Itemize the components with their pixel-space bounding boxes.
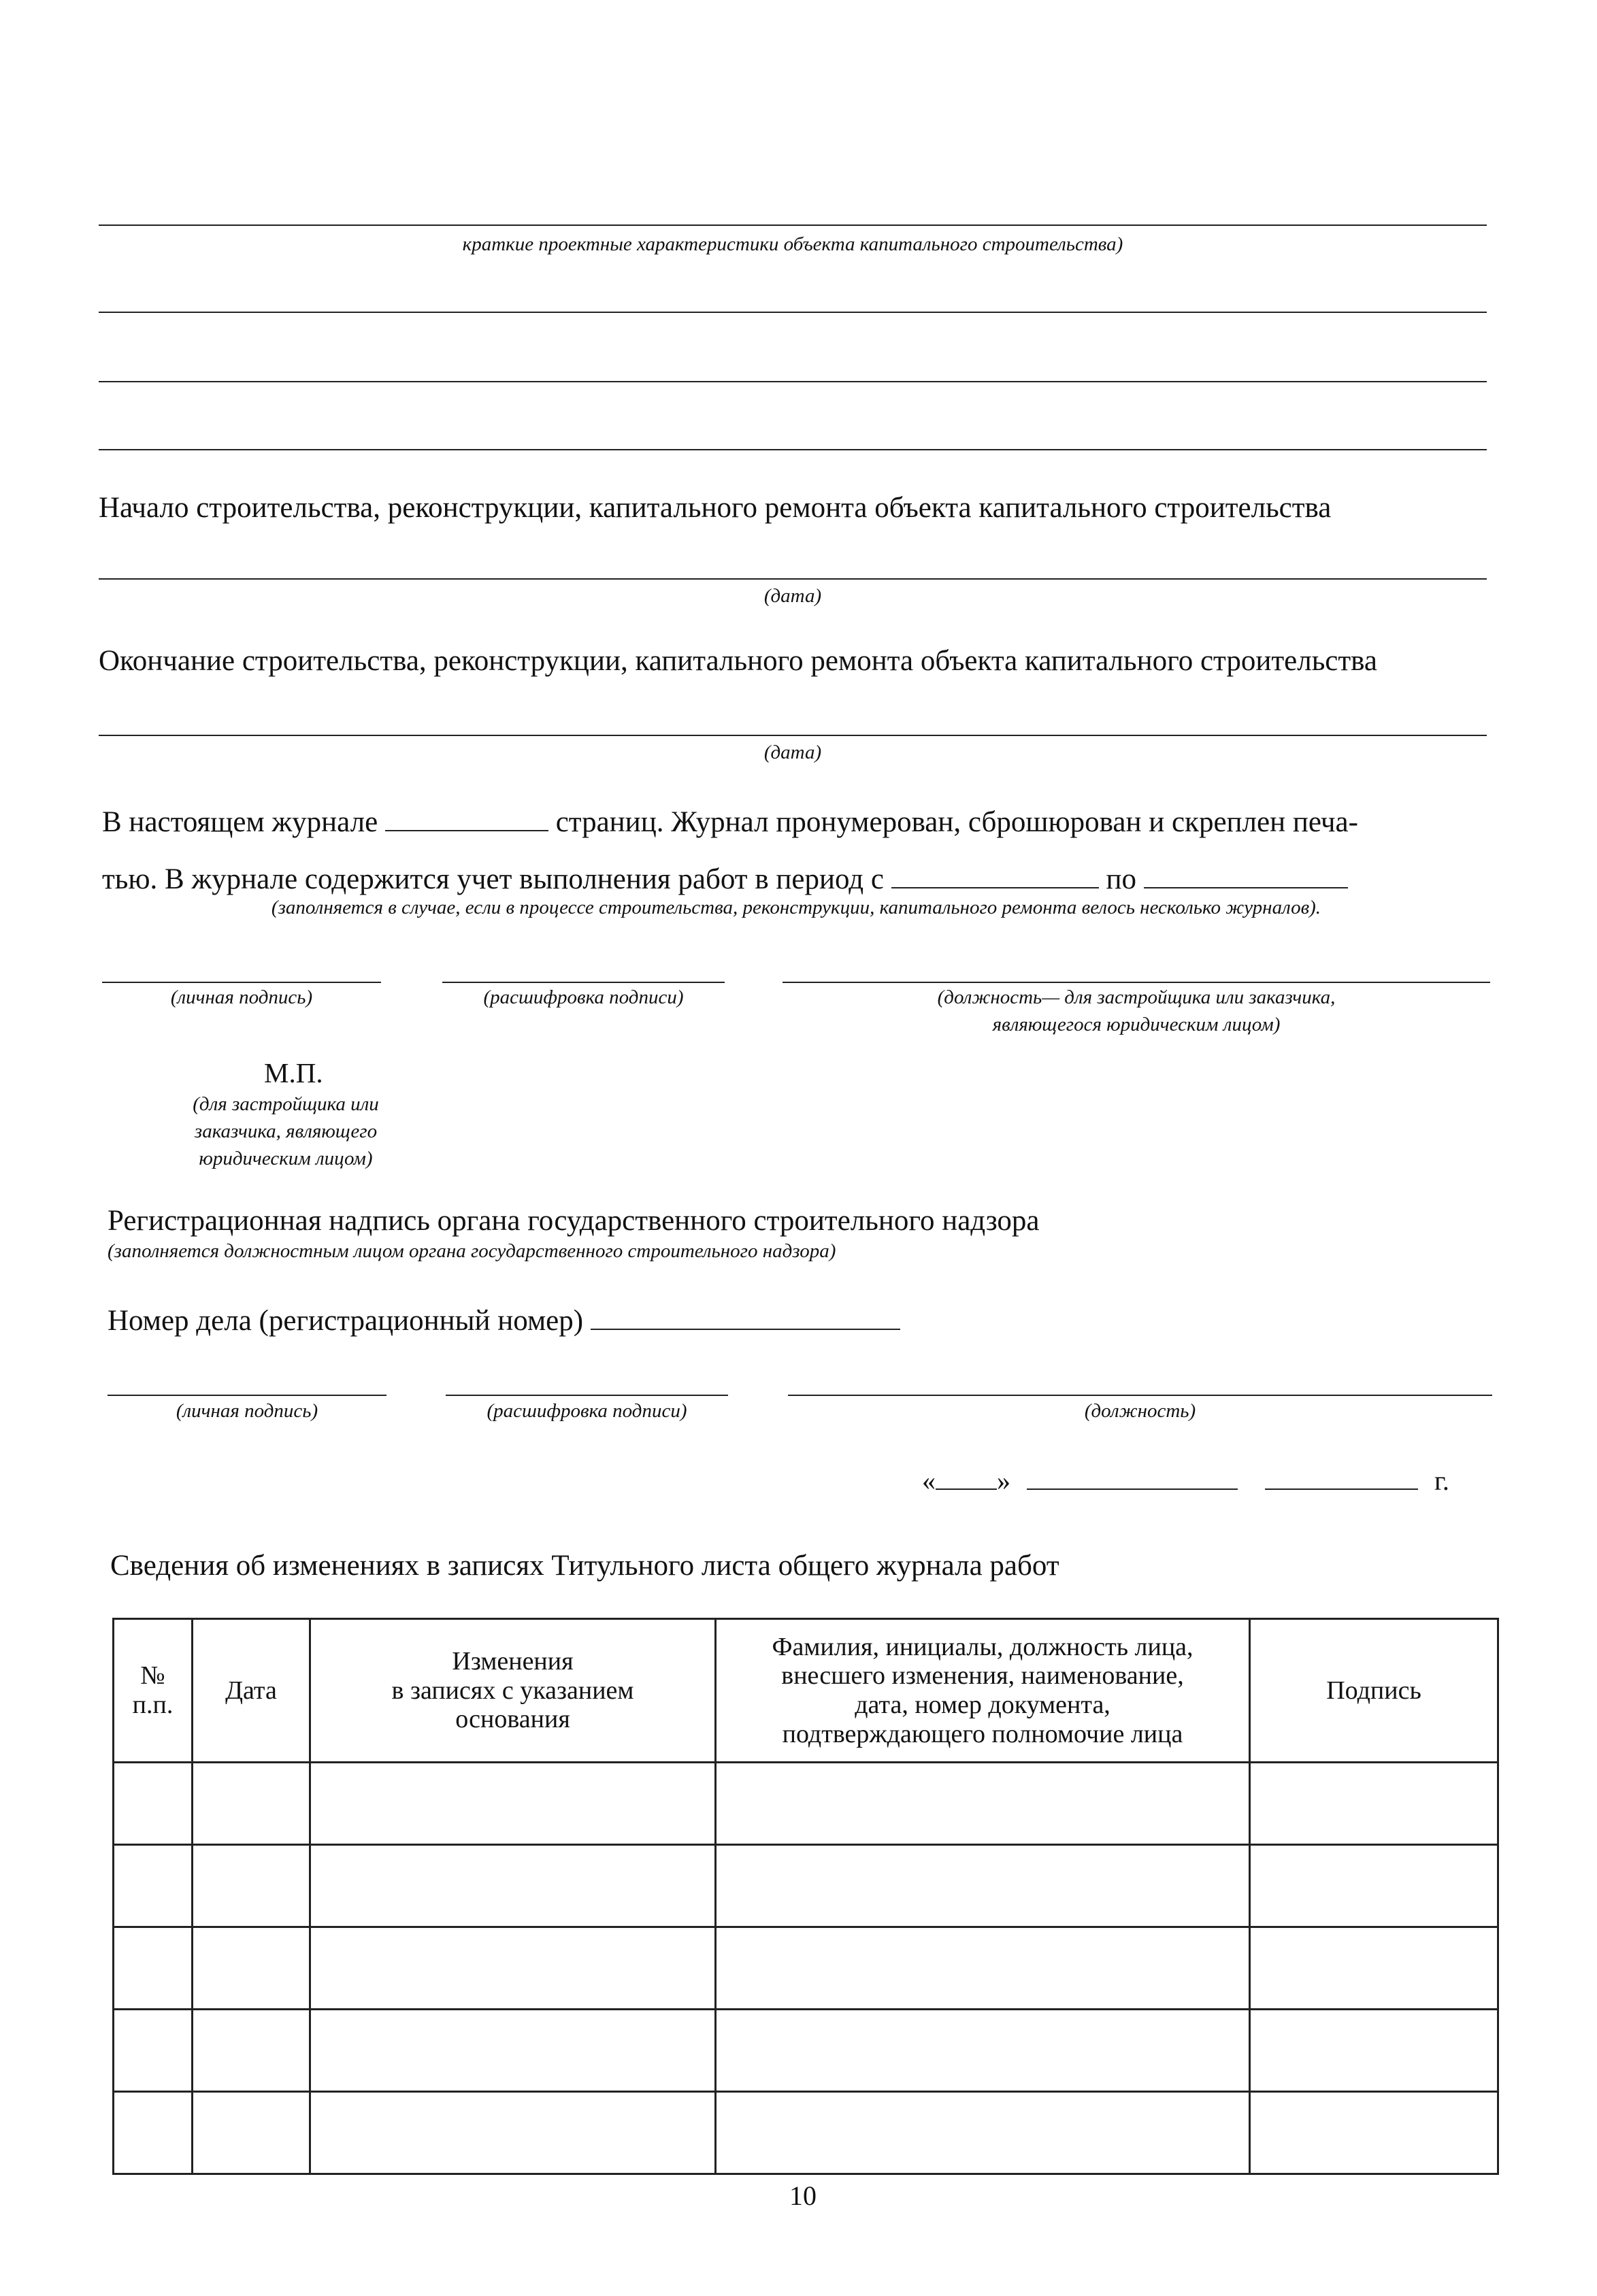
sign1-position-caption-2: являющегося юридическим лицом) (992, 1014, 1281, 1035)
cell-number[interactable] (114, 1927, 193, 2010)
period-to-field[interactable] (1144, 860, 1348, 888)
stamp-label: М.П. (264, 1057, 323, 1088)
stamp-note-2: заказчика, являющего (194, 1120, 378, 1142)
cell-changes[interactable] (310, 2010, 716, 2092)
header-number-line1: № (140, 1661, 165, 1691)
year-field[interactable] (1265, 1461, 1418, 1490)
cell-date[interactable] (193, 1845, 310, 1927)
pages-count-field[interactable] (385, 803, 548, 831)
stamp-note-3: юридическим лицом) (199, 1148, 373, 1169)
start-date-line[interactable] (99, 578, 1487, 580)
case-number-row (108, 1301, 900, 1335)
project-line-4[interactable] (99, 449, 1487, 450)
sign1-decode-line[interactable] (442, 982, 725, 983)
header-changes-line3: основания (455, 1705, 570, 1734)
header-date-label: Дата (225, 1676, 277, 1705)
header-person-line3: дата, номер документа, (855, 1691, 1110, 1719)
journal-text-1a: В настоящем журнале (102, 806, 378, 838)
journal-text-1b: страниц. Журнал пронумерован, сброшюрован и скреплен печа- (555, 806, 1358, 838)
journal-line-2 (102, 860, 1348, 894)
cell-changes[interactable] (310, 2092, 716, 2174)
case-number-label: Номер дела (регистрационный номер) (108, 1305, 584, 1337)
header-person-line1: Фамилия, инициалы, должность лица, (772, 1632, 1193, 1661)
journal-note: (заполняется в случае, если в процессе строительства, реконструкции, капитального ремонта велось несколько журналов). (271, 897, 1321, 918)
cell-person[interactable] (716, 1845, 1250, 1927)
sign1-position-line[interactable] (783, 982, 1490, 983)
cell-signature[interactable] (1250, 2092, 1498, 2174)
header-signature (1250, 1619, 1498, 1763)
cell-date[interactable] (193, 1927, 310, 2010)
date-open-quote: « (922, 1465, 936, 1496)
end-date-line[interactable] (99, 735, 1487, 736)
start-label: Начало строительства, реконструкции, капитального ремонта объекта капитального строительства (99, 492, 1332, 524)
year-suffix: г. (1434, 1465, 1449, 1496)
sign2-position-caption: (должность) (1084, 1400, 1196, 1422)
project-line-1[interactable] (99, 224, 1487, 226)
cell-number[interactable] (114, 1845, 193, 1927)
sign2-decode-caption: (расшифровка подписи) (487, 1400, 687, 1422)
sign1-personal-caption: (личная подпись) (170, 986, 313, 1008)
header-changes (310, 1619, 716, 1763)
cell-date[interactable] (193, 2092, 310, 2174)
table-row (114, 2092, 1498, 2174)
sign1-personal-line[interactable] (102, 982, 381, 983)
header-person-line2: внесшего изменения, наименование, (781, 1661, 1184, 1691)
changes-table (112, 1618, 1499, 2175)
cell-signature[interactable] (1250, 2010, 1498, 2092)
header-changes-line1: Изменения (452, 1647, 574, 1676)
month-field[interactable] (1027, 1461, 1238, 1490)
period-from-field[interactable] (891, 860, 1099, 888)
header-person-line4: подтверждающего полномочие лица (782, 1719, 1183, 1748)
cell-changes[interactable] (310, 1845, 716, 1927)
header-signature-label: Подпись (1326, 1676, 1421, 1705)
cell-person[interactable] (716, 1763, 1250, 1845)
table-row (114, 1763, 1498, 1845)
end-date-caption: (дата) (763, 742, 822, 763)
sign2-personal-line[interactable] (108, 1395, 386, 1396)
cell-signature[interactable] (1250, 1845, 1498, 1927)
table-header-row (114, 1619, 1498, 1763)
journal-line-1 (102, 803, 1358, 837)
table-row (114, 2010, 1498, 2092)
page-number: 10 (789, 2180, 817, 2211)
sign2-position-line[interactable] (788, 1395, 1492, 1396)
registration-title: Регистрационная надпись органа государственного строительного надзора (108, 1205, 1040, 1237)
sign2-decode-line[interactable] (446, 1395, 728, 1396)
case-number-field[interactable] (591, 1301, 900, 1330)
header-person (716, 1619, 1250, 1763)
sign1-decode-caption: (расшифровка подписи) (483, 986, 684, 1008)
table-row (114, 1927, 1498, 2010)
sign1-position-caption-1: (должность— для застройщика или заказчика, (937, 986, 1336, 1008)
cell-person[interactable] (716, 1927, 1250, 2010)
cell-changes[interactable] (310, 1927, 716, 2010)
header-changes-line2: в записях с указанием (391, 1676, 634, 1705)
header-date (193, 1619, 310, 1763)
signature-date-row (922, 1461, 1449, 1495)
start-date-caption: (дата) (763, 585, 822, 607)
table-row (114, 1845, 1498, 1927)
project-caption: краткие проектные характеристики объекта капитального строительства) (462, 233, 1123, 255)
sign2-personal-caption: (личная подпись) (176, 1400, 318, 1422)
cell-date[interactable] (193, 2010, 310, 2092)
end-label: Окончание строительства, реконструкции, капитального ремонта объекта капитального строительства (99, 645, 1378, 677)
cell-number[interactable] (114, 1763, 193, 1845)
day-field[interactable] (936, 1461, 997, 1490)
header-number-line2: п.п. (132, 1691, 174, 1719)
date-close-quote: » (997, 1465, 1010, 1496)
cell-signature[interactable] (1250, 1927, 1498, 2010)
cell-date[interactable] (193, 1763, 310, 1845)
journal-text-2a: тью. В журнале содержится учет выполнения работ в период с (102, 863, 884, 895)
cell-person[interactable] (716, 2010, 1250, 2092)
cell-signature[interactable] (1250, 1763, 1498, 1845)
cell-person[interactable] (716, 2092, 1250, 2174)
cell-number[interactable] (114, 2010, 193, 2092)
header-number (114, 1619, 193, 1763)
journal-text-2b: по (1106, 863, 1136, 895)
stamp-note-1: (для застройщика или (193, 1093, 379, 1115)
project-line-2[interactable] (99, 312, 1487, 313)
registration-note: (заполняется должностным лицом органа государственного строительного надзора) (108, 1240, 836, 1262)
project-line-3[interactable] (99, 381, 1487, 382)
changes-title: Сведения об изменениях в записях Титульного листа общего журнала работ (110, 1550, 1059, 1582)
cell-changes[interactable] (310, 1763, 716, 1845)
cell-number[interactable] (114, 2092, 193, 2174)
